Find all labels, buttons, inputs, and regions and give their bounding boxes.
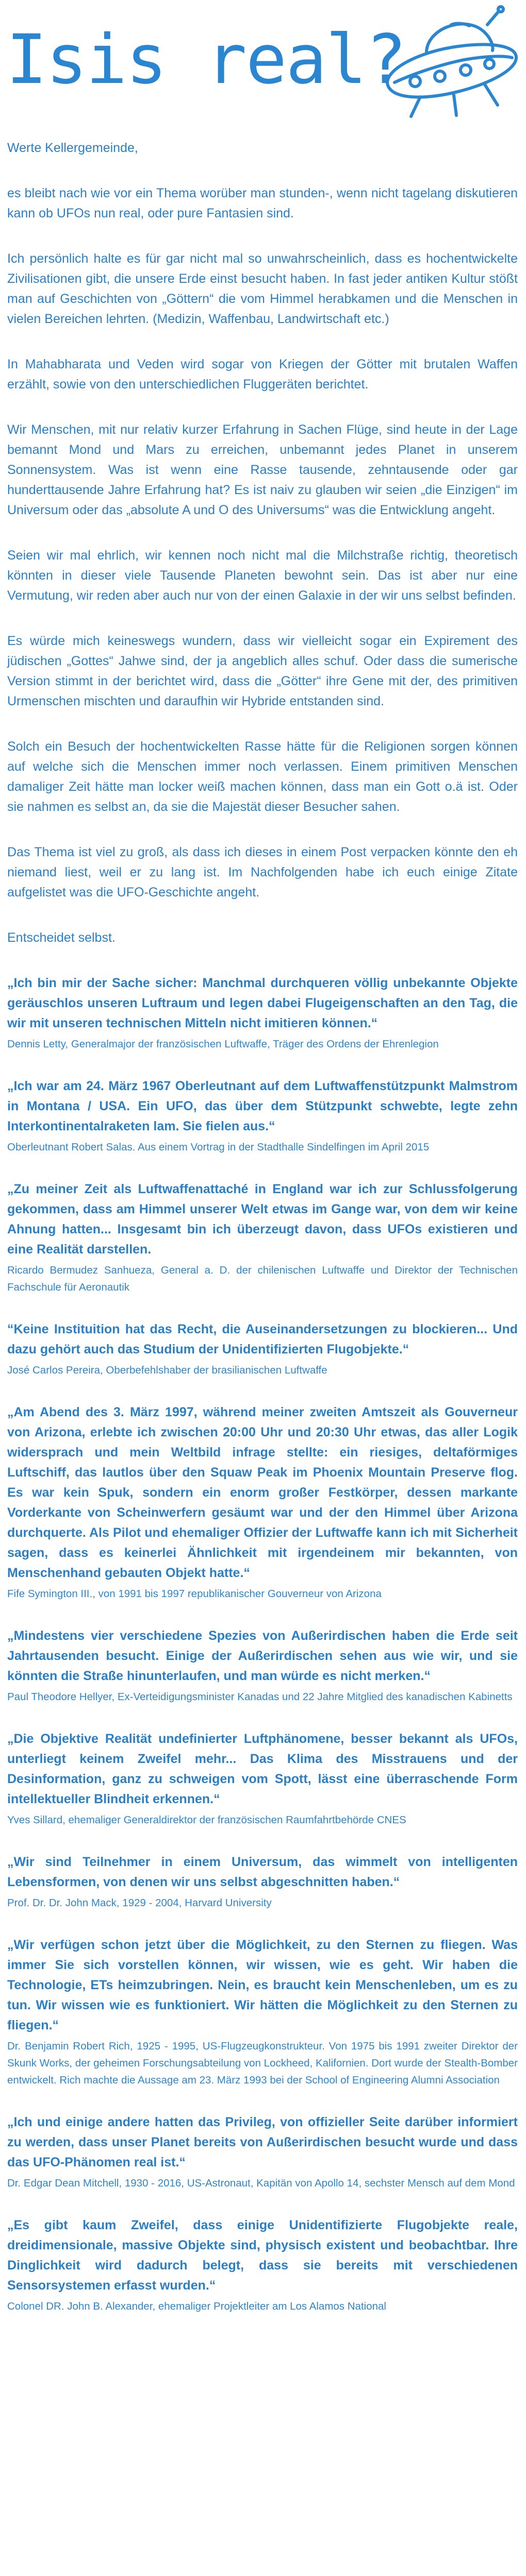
quote-block	[7, 1626, 518, 1705]
intro-paragraph: Werte Kellergemeinde,	[7, 141, 138, 155]
quote-source: Paul Theodore Hellyer, Ex-Verteidigungsminister Kanadas und 22 Jahre Mitglied des kanadischen Kabinetts	[7, 1691, 513, 1703]
quote-block	[7, 1319, 518, 1379]
quote-text: „Es gibt kaum Zweifel, dass einige Unidentifizierte Flugobjekte reale, dreidimensionale, massive Objekte sind, physisch existent und beobachtbar. Ihre Dinglichkeit wird dadurch belegt, dass sie bereits mit verschiedenen Sensorsystemen erfasst wurden.“	[7, 2218, 518, 2293]
intro-paragraph: Es würde mich keineswegs wundern, dass wir vielleicht sogar ein Expirement des jüdischen „Gottes“ Jahwe sind, der ja angeblich alles schuf. Oder dass die sumerische Version stimmt in der berichtet wird, dass die „Götter“ ihre Gene mit der, des primitiven Urmenschen mischten und daraufhin wir Hybride entstanden sind.	[7, 634, 518, 708]
quote-source: Dennis Letty, Generalmajor der französischen Luftwaffe, Träger des Ordens der Ehrenlegion	[7, 1038, 439, 1050]
quote-source: Yves Sillard, ehemaliger Generaldirektor der französischen Raumfahrtbehörde CNES	[7, 1814, 406, 1826]
intro-paragraph: Wir Menschen, mit nur relativ kurzer Erfahrung in Sachen Flüge, sind heute in der Lage bemannt Mond und Mars zu erreichen, unbemannt jedes Planet in unserem Sonnensystem. Was ist wenn eine Rasse tausende, zehntausende oder gar hunderttausende Jahre Erfahrung hat? Es ist naiv zu glauben wir seien „die Einzigen“ im Universum oder das „absolute A und O des Universums“ was die Entwicklung angeht.	[7, 422, 518, 517]
quote-text: „Zu meiner Zeit als Luftwaffenattaché in England war ich zur Schlussfolgerung gekommen, dass am Himmel unserer Welt etwas im Gange war, von dem wir keine Ahnung hatten... Insgesamt bin ich überzeugt davon, dass UFOs existieren und eine Realität darstellen.	[7, 1182, 518, 1257]
intro-paragraph: es bleibt nach wie vor ein Thema worüber man stunden-, wenn nicht tagelang diskutieren kann ob UFOs nun real, oder pure Fantasien sind.	[7, 186, 518, 221]
quote-source: Colonel DR. John B. Alexander, ehemaliger Projektleiter am Los Alamos National	[7, 2300, 386, 2312]
quote-source: Ricardo Bermudez Sanhueza, General a. D. der chilenischen Luftwaffe und Direktor der Technischen Fachschule für Aeronautik	[7, 1264, 518, 1293]
intro-paragraph: Entscheidet selbst.	[7, 930, 116, 945]
quote-text: „Die Objektive Realität undefinierter Luftphänomene, besser bekannt als UFOs, unterliegt keinem Zweifel mehr... Das Klima des Misstrauens und der Desinformation, ganz zu schweigen vom Spott, lässt eine überraschende Form intellektueller Blindheit erkennen.“	[7, 1732, 518, 1806]
quote-source: Prof. Dr. Dr. John Mack, 1929 - 2004, Harvard University	[7, 1897, 272, 1909]
quote-source: Oberleutnant Robert Salas. Aus einem Vortrag in der Stadthalle Sindelfingen im April 2015	[7, 1141, 430, 1153]
quote-text: „Wir sind Teilnehmer in einem Universum, das wimmelt von intelligenten Lebensformen, von denen wir uns selbst abgeschnitten haben.“	[7, 1855, 518, 1889]
quote-source: Dr. Benjamin Robert Rich, 1925 - 1995, US-Flugzeugkonstrukteur. Von 1975 bis 1991 zweiter Direktor der Skunk Works, der geheimen Forschungsabteilung von Lockheed, Kalifornien. Dort wurde der Stealth-Bomber entwickelt. Rich machte die Aussage am 23. März 1993 bei der School of Engineering Alumni Association	[7, 2040, 518, 2086]
quote-block	[7, 1935, 518, 2089]
quote-block	[7, 1729, 518, 1828]
quote-text: „Ich war am 24. März 1967 Oberleutnant auf dem Luftwaffenstützpunkt Malmstrom in Montana / USA. Ein UFO, das über dem Stützpunkt schwebte, legte zehn Interkontinentalraketen lam. Sie fielen aus.“	[7, 1079, 518, 1133]
quote-source: Dr. Edgar Dean Mitchell, 1930 - 2016, US-Astronaut, Kapitän von Apollo 14, sechster Mensch auf dem Mond	[7, 2177, 515, 2189]
header	[0, 0, 526, 118]
quote-text: „Ich bin mir der Sache sicher: Manchmal durchqueren völlig unbekannte Objekte geräuschlos unseren Luftraum und legen dabei Flugeigenschaften an den Tag, die wir mit unseren technischen Mitteln nicht imitieren können.“	[7, 976, 518, 1030]
quote-block	[7, 1179, 518, 1296]
quote-block	[7, 2112, 518, 2192]
quote-text: “Keine Instituition hat das Recht, die Auseinandersetzungen zu blockieren... Und dazu gehört auch das Studium der Unidentifizierten Flugobjekte.“	[7, 1322, 518, 1357]
quote-text: „Am Abend des 3. März 1997, während meiner zweiten Amtszeit als Gouverneur von Arizona, erlebte ich zwischen 20:00 Uhr und 20:30 Uhr etwas, das aller Logik widersprach und mein Weltbild infrage stellte: ein riesiges, deltaförmiges Luftschiff, das lautlos über den Squaw Peak im Phoenix Mountain Preserve flog. Es war kein Spuk, sondern ein enorm großer Festkörper, dessen markante Vorderkante von Scheinwerfern gesäumt war und der den Himmel über Arizona durchquerte. Als Pilot und ehemaliger Offizier der Luftwaffe kann ich mit Sicherheit sagen, dass es keinerlei Ähnlichkeit mit irgendeinem mir bekannten, von Menschenhand gebauten Objekt hatte.“	[7, 1405, 518, 1580]
intro-paragraph: In Mahabharata und Veden wird sogar von Kriegen der Götter mit brutalen Waffen erzählt, sowie von den unterschiedlichen Fluggeräten berichtet.	[7, 357, 518, 392]
quote-text: „Ich und einige andere hatten das Privileg, von offizieller Seite darüber informiert zu werden, dass unser Planet bereits von Außerirdischen besucht wurde und dass das UFO-Phänomen real ist.“	[7, 2115, 518, 2170]
quote-block	[7, 1402, 518, 1602]
page-title: Isis real?	[6, 20, 406, 99]
quote-block	[7, 973, 518, 1053]
intro-paragraph: Das Thema ist viel zu groß, als dass ich dieses in einem Post verpacken könnte den eh niemand liest, weil er zu lang ist. Im Nachfolgenden habe ich euch einige Zitate aufgelistet was die UFO-Geschichte angeht.	[7, 845, 518, 900]
quote-source: Fife Symington III., von 1991 bis 1997 republikanischer Gouverneur von Arizona	[7, 1588, 382, 1600]
quote-text: „Wir verfügen schon jetzt über die Möglichkeit, zu den Sternen zu fliegen. Was immer Sie sich vorstellen können, wir wissen, wie es geht. Wir haben die Technologie, ETs heimzubringen. Nein, es braucht kein Menschenleben, um es zu tun. Wir wissen wie es funktioniert. Wir hätten die Möglichkeit zu den Sternen zu fliegen.“	[7, 1938, 518, 2032]
ufo-saucer-icon	[379, 4, 519, 120]
quote-source: José Carlos Pereira, Oberbefehlshaber der brasilianischen Luftwaffe	[7, 1364, 327, 1376]
intro-paragraph: Solch ein Besuch der hochentwickelten Rasse hätte für die Religionen sorgen können auf welche sich die Menschen immer noch verlassen. Einem primitiven Menschen damaliger Zeit hätte man locker weiß machen können, dass man ein Gott o.ä ist. Oder sie nahmen es selbst an, da sie die Majestät dieser Besucher sahen.	[7, 739, 518, 814]
quote-block	[7, 2215, 518, 2315]
quote-block	[7, 1852, 518, 1911]
quote-text: „Mindestens vier verschiedene Spezies von Außerirdischen haben die Erde seit Jahrtausenden besucht. Einige der Außerirdischen sehen aus wie wir, und sie könnten die Straße hinunterlaufen, und man würde es nicht merken.“	[7, 1629, 518, 1683]
intro-paragraph: Seien wir mal ehrlich, wir kennen noch nicht mal die Milchstraße richtig, theoretisch könnten in dieser viele Tausende Planeten bewohnt sein. Das ist aber nur eine Vermutung, wir reden aber auch nur von der einen Galaxie in der wir uns selbst befinden.	[7, 548, 518, 603]
intro-paragraph: Ich persönlich halte es für gar nicht mal so unwahrscheinlich, dass es hochentwickelte Zivilisationen gibt, die unsere Erde einst besucht haben. In fast jeder antiken Kultur stößt man auf Geschichten von „Göttern“ die vom Himmel herabkamen und die Menschen in vielen Bereichen lehrten. (Medizin, Waffenbau, Landwirtschaft etc.)	[7, 251, 518, 326]
quote-block	[7, 1076, 518, 1156]
post-body	[7, 138, 518, 2338]
